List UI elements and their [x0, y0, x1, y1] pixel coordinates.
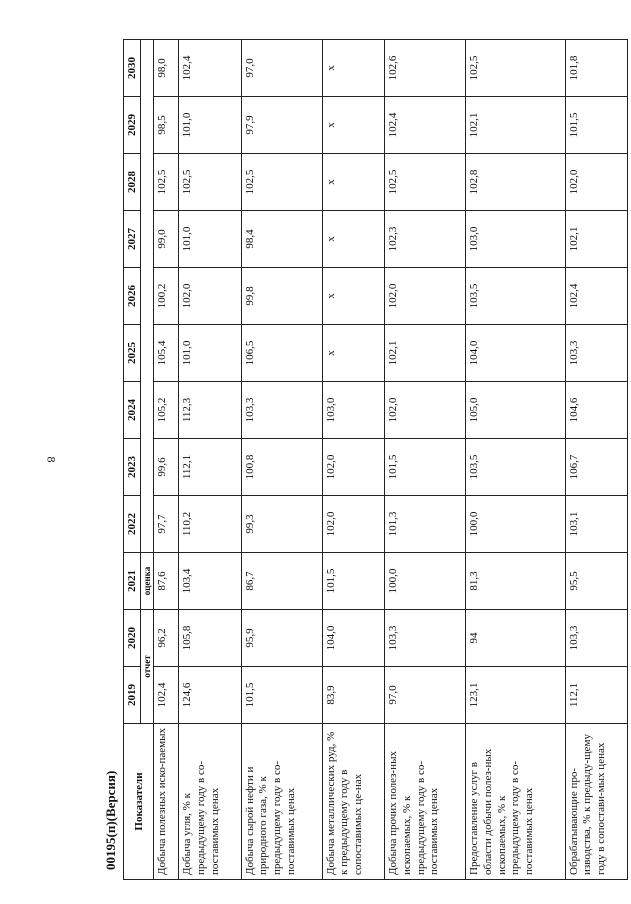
- rotated-table-sheet: [123, 40, 628, 880]
- table-cell: 105,4: [154, 325, 179, 382]
- table-cell: 102,0: [565, 154, 627, 211]
- table-cell: 104,0: [466, 325, 566, 382]
- header-year: 2029: [124, 97, 141, 154]
- table-cell: 103,0: [466, 211, 566, 268]
- table-cell: 102,1: [565, 211, 627, 268]
- table-cell: 100,0: [385, 553, 466, 610]
- table-cell: x: [322, 211, 384, 268]
- table-cell: 102,5: [154, 154, 179, 211]
- header-year: 2027: [124, 211, 141, 268]
- table-cell: 103,0: [322, 382, 384, 439]
- table-cell: 104,6: [565, 382, 627, 439]
- table-cell: 97,0: [241, 40, 322, 97]
- table-cell: 106,5: [241, 325, 322, 382]
- row-label: Предоставление услуг в области добычи полез-ных ископаемых, % к предыдущему году в со-поставимых ценах: [466, 724, 566, 880]
- table-cell: 103,4: [179, 553, 241, 610]
- table-cell: 102,4: [385, 97, 466, 154]
- table-row: [241, 40, 322, 880]
- table-cell: 102,1: [385, 325, 466, 382]
- table-cell: 105,2: [154, 382, 179, 439]
- table-cell: 101,5: [385, 439, 466, 496]
- table-cell: 102,0: [179, 268, 241, 325]
- table-cell: 102,0: [322, 496, 384, 553]
- table-row: [466, 40, 566, 880]
- table-row: [385, 40, 466, 880]
- table-row: [322, 40, 384, 880]
- table-cell: 102,0: [385, 268, 466, 325]
- row-label: Добыча полезных иско-паемых: [154, 724, 179, 880]
- table-cell: 99,6: [154, 439, 179, 496]
- table-cell: 102,0: [385, 382, 466, 439]
- table-cell: 101,5: [322, 553, 384, 610]
- table-cell: 100,8: [241, 439, 322, 496]
- header-year: 2024: [124, 382, 141, 439]
- row-label: Добыча угля, % к предыдущему году в со-поставимых ценах: [179, 724, 241, 880]
- table-cell: 103,3: [241, 382, 322, 439]
- table-cell: 99,3: [241, 496, 322, 553]
- table-cell: 102,5: [385, 154, 466, 211]
- table-cell: x: [322, 154, 384, 211]
- table-cell: 101,0: [179, 97, 241, 154]
- table-cell: 102,5: [241, 154, 322, 211]
- row-label: Добыча прочих полез-ных ископаемых, % к предыдущему году в со-поставимых ценах: [385, 724, 466, 880]
- table-cell: 103,5: [466, 439, 566, 496]
- table-cell: 102,6: [385, 40, 466, 97]
- table-cell: 104,0: [322, 610, 384, 667]
- header-year: 2020: [124, 610, 141, 667]
- header-year: 2019: [124, 667, 141, 724]
- subheader-forecast: [141, 40, 154, 553]
- indicators-table: [123, 39, 628, 880]
- header-year: 2026: [124, 268, 141, 325]
- table-cell: 101,5: [241, 667, 322, 724]
- row-label: Обрабатывающие про-изводства, % к предыду-щему году в сопостави-мых ценах: [565, 724, 627, 880]
- table-cell: 98,0: [154, 40, 179, 97]
- table-cell: 103,3: [565, 610, 627, 667]
- table-cell: 102,5: [466, 40, 566, 97]
- table-cell: 102,1: [466, 97, 566, 154]
- table-cell: 102,5: [179, 154, 241, 211]
- table-cell: 106,7: [565, 439, 627, 496]
- table-cell: 95,5: [565, 553, 627, 610]
- header-row: [124, 40, 141, 880]
- header-year: 2022: [124, 496, 141, 553]
- table-cell: 83,9: [322, 667, 384, 724]
- subheader-report: отчет: [141, 610, 154, 724]
- table-row: [154, 40, 179, 880]
- header-indicators: Показатели: [124, 724, 154, 880]
- table-cell: 102,3: [385, 211, 466, 268]
- table-row: [179, 40, 241, 880]
- table-cell: x: [322, 97, 384, 154]
- table-cell: 105,8: [179, 610, 241, 667]
- table-cell: 102,4: [565, 268, 627, 325]
- table-cell: 95,9: [241, 610, 322, 667]
- table-cell: 103,1: [565, 496, 627, 553]
- table-cell: 123,1: [466, 667, 566, 724]
- page-number: 8: [44, 456, 59, 463]
- table-cell: x: [322, 325, 384, 382]
- table-cell: 102,0: [322, 439, 384, 496]
- table-body: [154, 40, 628, 880]
- header-year: 2030: [124, 40, 141, 97]
- table-cell: 81,3: [466, 553, 566, 610]
- header-year: 2023: [124, 439, 141, 496]
- table-cell: 103,3: [385, 610, 466, 667]
- table-cell: 94: [466, 610, 566, 667]
- document-footer-id: 00195(п)(Версия): [103, 770, 118, 870]
- table-cell: 98,5: [154, 97, 179, 154]
- table-cell: 100,0: [466, 496, 566, 553]
- table-cell: 101,0: [179, 325, 241, 382]
- table-cell: x: [322, 268, 384, 325]
- row-label: Добыча сырой нефти и природного газа, % к предыдущему году в со-поставимых ценах: [241, 724, 322, 880]
- header-year: 2025: [124, 325, 141, 382]
- table-cell: 99,8: [241, 268, 322, 325]
- table-cell: 96,2: [154, 610, 179, 667]
- table-cell: 103,5: [466, 268, 566, 325]
- table-cell: 110,2: [179, 496, 241, 553]
- header-year: 2028: [124, 154, 141, 211]
- table-cell: 97,9: [241, 97, 322, 154]
- table-cell: 101,8: [565, 40, 627, 97]
- table-cell: 112,3: [179, 382, 241, 439]
- table-cell: 102,8: [466, 154, 566, 211]
- table-cell: 99,0: [154, 211, 179, 268]
- table-cell: 102,4: [154, 667, 179, 724]
- table-cell: 87,6: [154, 553, 179, 610]
- table-cell: 97,0: [385, 667, 466, 724]
- table-cell: 124,6: [179, 667, 241, 724]
- table-cell: 102,4: [179, 40, 241, 97]
- table-cell: x: [322, 40, 384, 97]
- table-row: [565, 40, 627, 880]
- table-cell: 100,2: [154, 268, 179, 325]
- table-cell: 112,1: [565, 667, 627, 724]
- table-cell: 86,7: [241, 553, 322, 610]
- table-cell: 101,5: [565, 97, 627, 154]
- header-year: 2021: [124, 553, 141, 610]
- table-cell: 103,3: [565, 325, 627, 382]
- table-cell: 112,1: [179, 439, 241, 496]
- table-cell: 101,3: [385, 496, 466, 553]
- table-cell: 105,0: [466, 382, 566, 439]
- table-cell: 98,4: [241, 211, 322, 268]
- table-cell: 97,7: [154, 496, 179, 553]
- row-label: Добыча металлических руд, % к предыдущему году в сопоставимых це-нах: [322, 724, 384, 880]
- table-cell: 101,0: [179, 211, 241, 268]
- subheader-estimate: оценка: [141, 553, 154, 610]
